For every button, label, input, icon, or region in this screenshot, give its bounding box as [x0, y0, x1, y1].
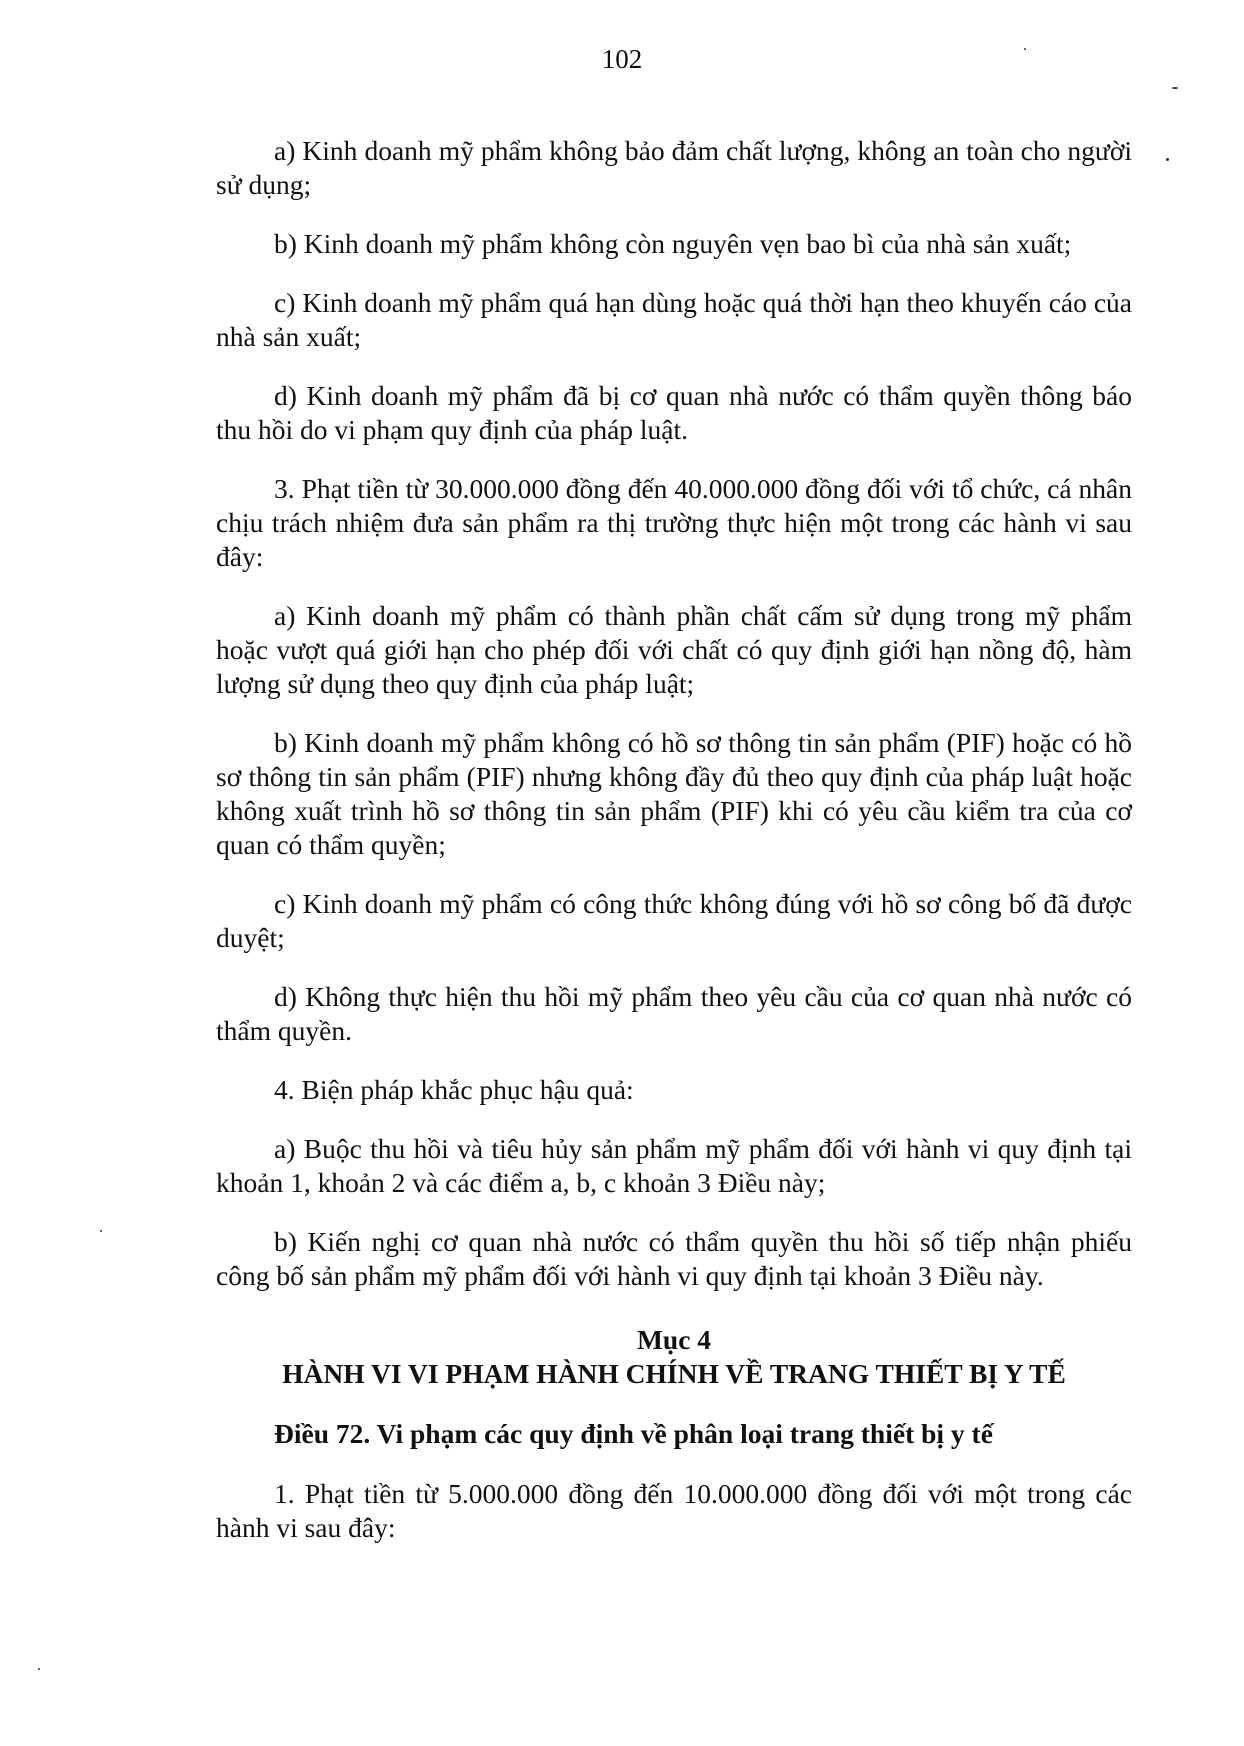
paragraph: b) Kinh doanh mỹ phẩm không có hồ sơ thông tin sản phẩm (PIF) hoặc có hồ sơ thông tin sản phẩm (PIF) nhưng không đầy đủ theo quy định của pháp luật hoặc không xuất trình hồ sơ thông tin sản phẩm (PIF) khi có yêu cầu kiểm tra của cơ quan có thẩm quyền;: [216, 727, 1132, 860]
scan-speck: [1172, 87, 1178, 89]
section-title: HÀNH VI VI PHẠM HÀNH CHÍNH VỀ TRANG THIẾT BỊ Y TẾ: [282, 1358, 1066, 1389]
scan-speck: [38, 1668, 40, 1670]
paragraph: d) Không thực hiện thu hồi mỹ phẩm theo yêu cầu của cơ quan nhà nước có thẩm quyền.: [216, 981, 1132, 1046]
paragraph: 3. Phạt tiền từ 30.000.000 đồng đến 40.000.000 đồng đối với tổ chức, cá nhân chịu trách nhiệm đưa sản phẩm ra thị trường thực hiện một trong các hành vi sau đây:: [216, 473, 1132, 572]
scan-speck: [100, 1230, 102, 1232]
article-title: Điều 72. Vi phạm các quy định về phân loại trang thiết bị y tế: [274, 1418, 993, 1449]
paragraph: a) Kinh doanh mỹ phẩm không bảo đảm chất lượng, không an toàn cho người sử dụng;: [216, 135, 1132, 200]
scan-speck: [1166, 158, 1169, 161]
paragraph: c) Kinh doanh mỹ phẩm quá hạn dùng hoặc quá thời hạn theo khuyến cáo của nhà sản xuất;: [216, 287, 1132, 352]
paragraph: a) Buộc thu hồi và tiêu hủy sản phẩm mỹ phẩm đối với hành vi quy định tại khoản 1, khoản 2 và các điểm a, b, c khoản 3 Điều này;: [216, 1133, 1132, 1198]
paragraph: b) Kinh doanh mỹ phẩm không còn nguyên vẹn bao bì của nhà sản xuất;: [274, 228, 1072, 259]
scan-speck: [1024, 48, 1026, 50]
section-label: Mục 4: [636, 1324, 712, 1355]
paragraph: d) Kinh doanh mỹ phẩm đã bị cơ quan nhà nước có thẩm quyền thông báo thu hồi do vi phạm quy định của pháp luật.: [216, 380, 1132, 445]
document-body: [216, 134, 1132, 1570]
paragraph: 1. Phạt tiền từ 5.000.000 đồng đến 10.000.000 đồng đối với một trong các hành vi sau đây:: [216, 1478, 1132, 1543]
paragraph: b) Kiến nghị cơ quan nhà nước có thẩm quyền thu hồi số tiếp nhận phiếu công bố sản phẩm mỹ phẩm đối với hành vi quy định tại khoản 3 Điều này.: [216, 1226, 1132, 1291]
paragraph: 4. Biện pháp khắc phục hậu quả:: [274, 1074, 634, 1105]
paragraph: a) Kinh doanh mỹ phẩm có thành phần chất cấm sử dụng trong mỹ phẩm hoặc vượt quá giới hạn cho phép đối với chất có quy định giới hạn nồng độ, hàm lượng sử dụng theo quy định của pháp luật;: [216, 600, 1132, 699]
page-number: 102: [601, 44, 643, 74]
paragraph: c) Kinh doanh mỹ phẩm có công thức không đúng với hồ sơ công bố đã được duyệt;: [216, 888, 1132, 953]
